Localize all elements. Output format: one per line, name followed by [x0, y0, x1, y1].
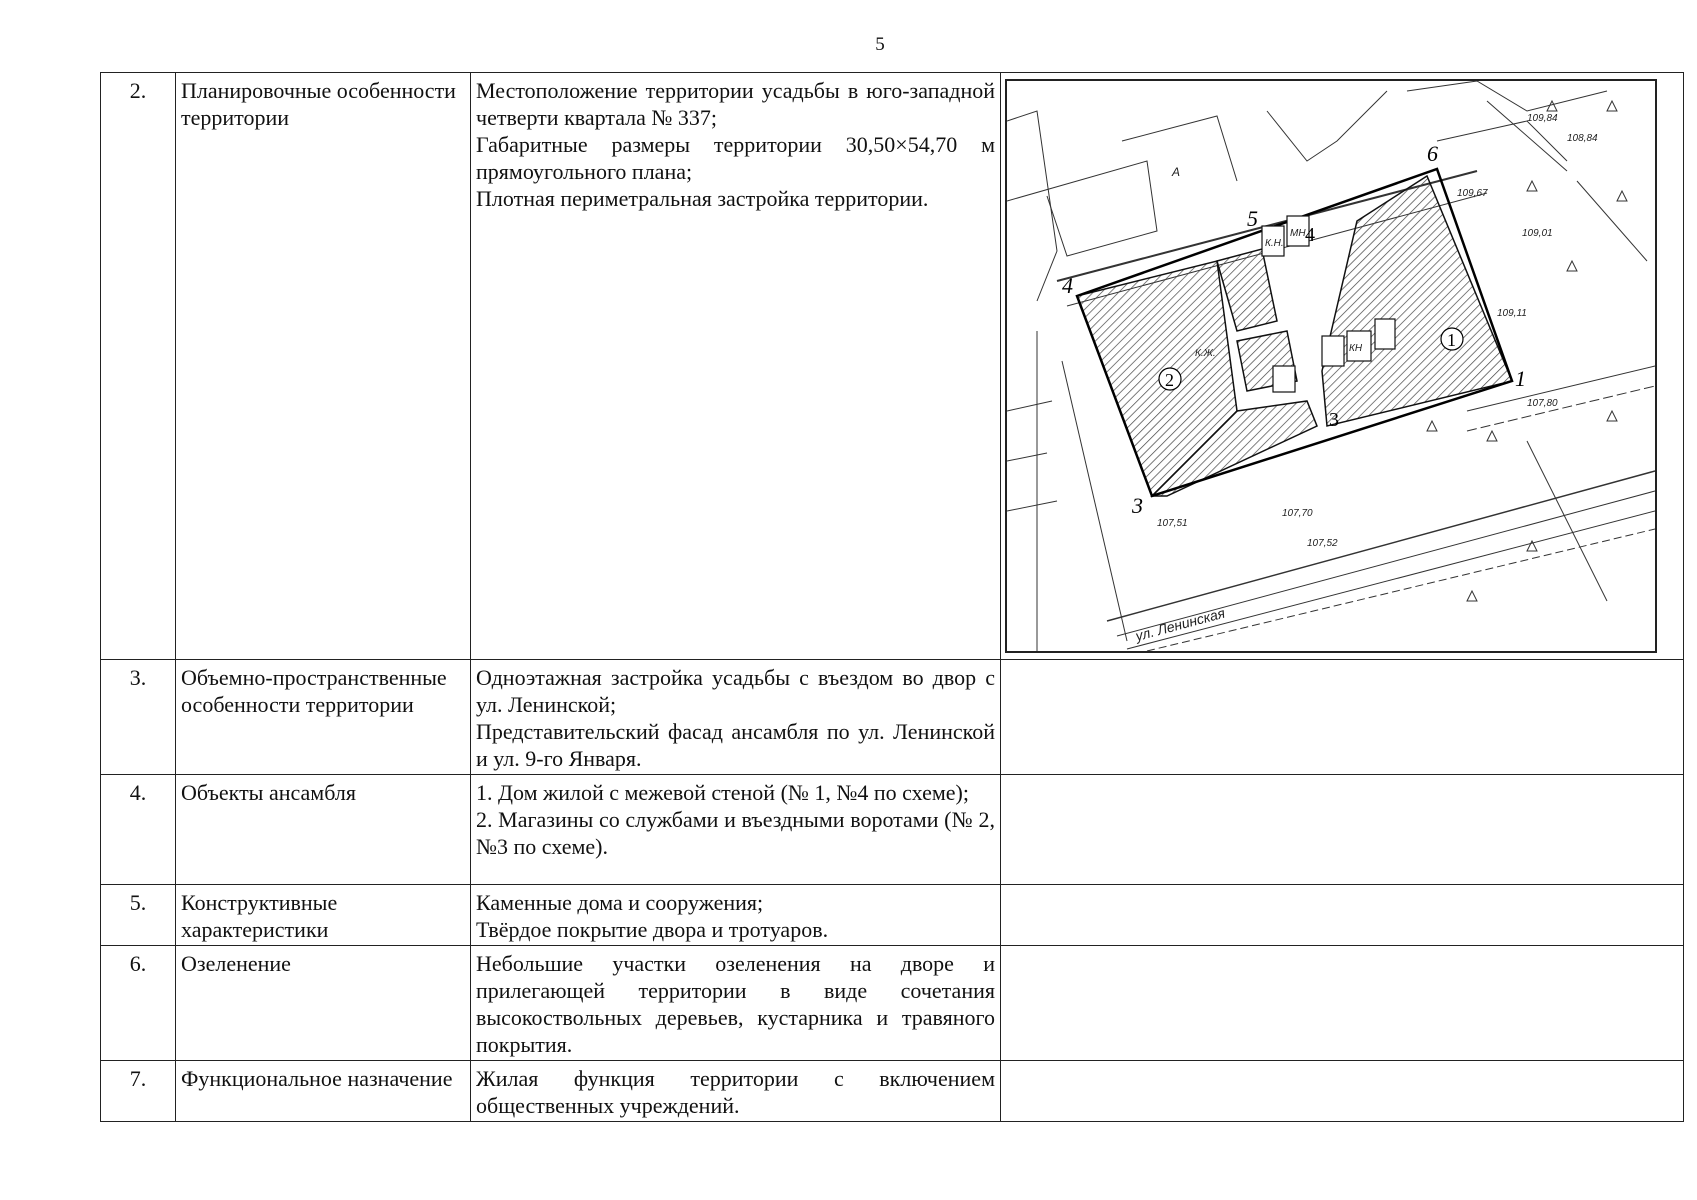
object-label-3: 3 — [1329, 409, 1339, 431]
site-plan-cell — [1001, 73, 1684, 660]
site-plan-map — [1005, 79, 1657, 653]
object-label-2: 2 — [1165, 370, 1174, 390]
description-paragraph: Твёрдое покрытие двора и тротуаров. — [476, 917, 829, 942]
elevation-label: 108,84 — [1567, 133, 1598, 144]
corner-label: 6 — [1427, 141, 1438, 166]
row-number: 5. — [101, 885, 176, 946]
passport-table — [100, 72, 1684, 1122]
elevation-label: 109,67 — [1457, 188, 1488, 199]
row-number: 2. — [101, 73, 176, 660]
row-description — [471, 775, 1001, 885]
row-description — [471, 1061, 1001, 1122]
empty-cell — [1001, 885, 1684, 946]
corner-label: 1 — [1515, 366, 1526, 391]
description-paragraph: Небольшие участки озеленения на дворе и прилегающей территории в виде сочетания высокоствольных деревьев, кустарника и травяного покрытия. — [476, 951, 995, 1057]
elevation-label: 107,70 — [1282, 508, 1313, 519]
row-number: 6. — [101, 946, 176, 1061]
table-row — [101, 1061, 1684, 1122]
description-paragraph: Плотная периметральная застройка территории. — [476, 186, 929, 211]
row-title: Объемно-пространственные особенности территории — [176, 660, 471, 775]
table-row — [101, 885, 1684, 946]
table-row — [101, 775, 1684, 885]
elevation-label: 107,80 — [1527, 398, 1558, 409]
elevation-label: 107,52 — [1307, 538, 1338, 549]
elevation-label: 109,11 — [1497, 308, 1527, 319]
building-code-label: К.Н. — [1265, 238, 1284, 249]
row-title: Конструктивные характеристики — [176, 885, 471, 946]
description-paragraph: Жилая функция территории с включением общественных учреждений. — [476, 1066, 995, 1118]
row-description — [471, 885, 1001, 946]
description-paragraph: Местоположение территории усадьбы в юго-западной четверти квартала № 337; — [476, 78, 995, 130]
site-plan-drawing — [1007, 81, 1655, 651]
table-row — [101, 73, 1684, 660]
table-row — [101, 660, 1684, 775]
description-paragraph: Одноэтажная застройка усадьбы с въездом во двор с ул. Ленинской; — [476, 665, 995, 717]
description-paragraph: 2. Магазины со службами и въездными воротами (№ 2, №3 по схеме). — [476, 807, 995, 859]
row-description — [471, 73, 1001, 660]
description-paragraph: Представительский фасад ансамбля по ул. Ленинской и ул. 9-го Января. — [476, 719, 995, 771]
row-description — [471, 946, 1001, 1061]
elevation-label: 107,51 — [1157, 518, 1188, 529]
building-code-label: МН — [1290, 228, 1306, 239]
description-paragraph: Каменные дома и сооружения; — [476, 890, 764, 915]
corner-label: 5 — [1247, 206, 1258, 231]
row-title: Функциональное назначение — [176, 1061, 471, 1122]
corner-label: 3 — [1132, 493, 1143, 518]
row-number: 4. — [101, 775, 176, 885]
building-code-label: А — [1172, 165, 1181, 179]
empty-cell — [1001, 1061, 1684, 1122]
object-label-4: 4 — [1305, 224, 1315, 246]
empty-cell — [1001, 946, 1684, 1061]
elevation-label: 109,84 — [1527, 113, 1558, 124]
row-number: 7. — [101, 1061, 176, 1122]
description-paragraph: Габаритные размеры территории 30,50×54,70 м прямоугольного плана; — [476, 132, 995, 184]
table-row — [101, 946, 1684, 1061]
empty-cell — [1001, 660, 1684, 775]
object-label-1: 1 — [1447, 330, 1456, 350]
building-code-label: КН — [1349, 343, 1363, 354]
description-paragraph: 1. Дом жилой с межевой стеной (№ 1, №4 по схеме); — [476, 780, 969, 805]
row-title: Объекты ансамбля — [176, 775, 471, 885]
row-number: 3. — [101, 660, 176, 775]
elevation-label: 109,01 — [1522, 228, 1553, 239]
empty-cell — [1001, 775, 1684, 885]
street-label: ул. Ленинская — [1133, 604, 1227, 644]
corner-label: 4 — [1062, 273, 1073, 298]
page-number: 5 — [875, 34, 885, 55]
row-title: Озеленение — [176, 946, 471, 1061]
row-title: Планировочные особенности территории — [176, 73, 471, 660]
row-description — [471, 660, 1001, 775]
building-code-label: К.Ж. — [1195, 348, 1216, 359]
